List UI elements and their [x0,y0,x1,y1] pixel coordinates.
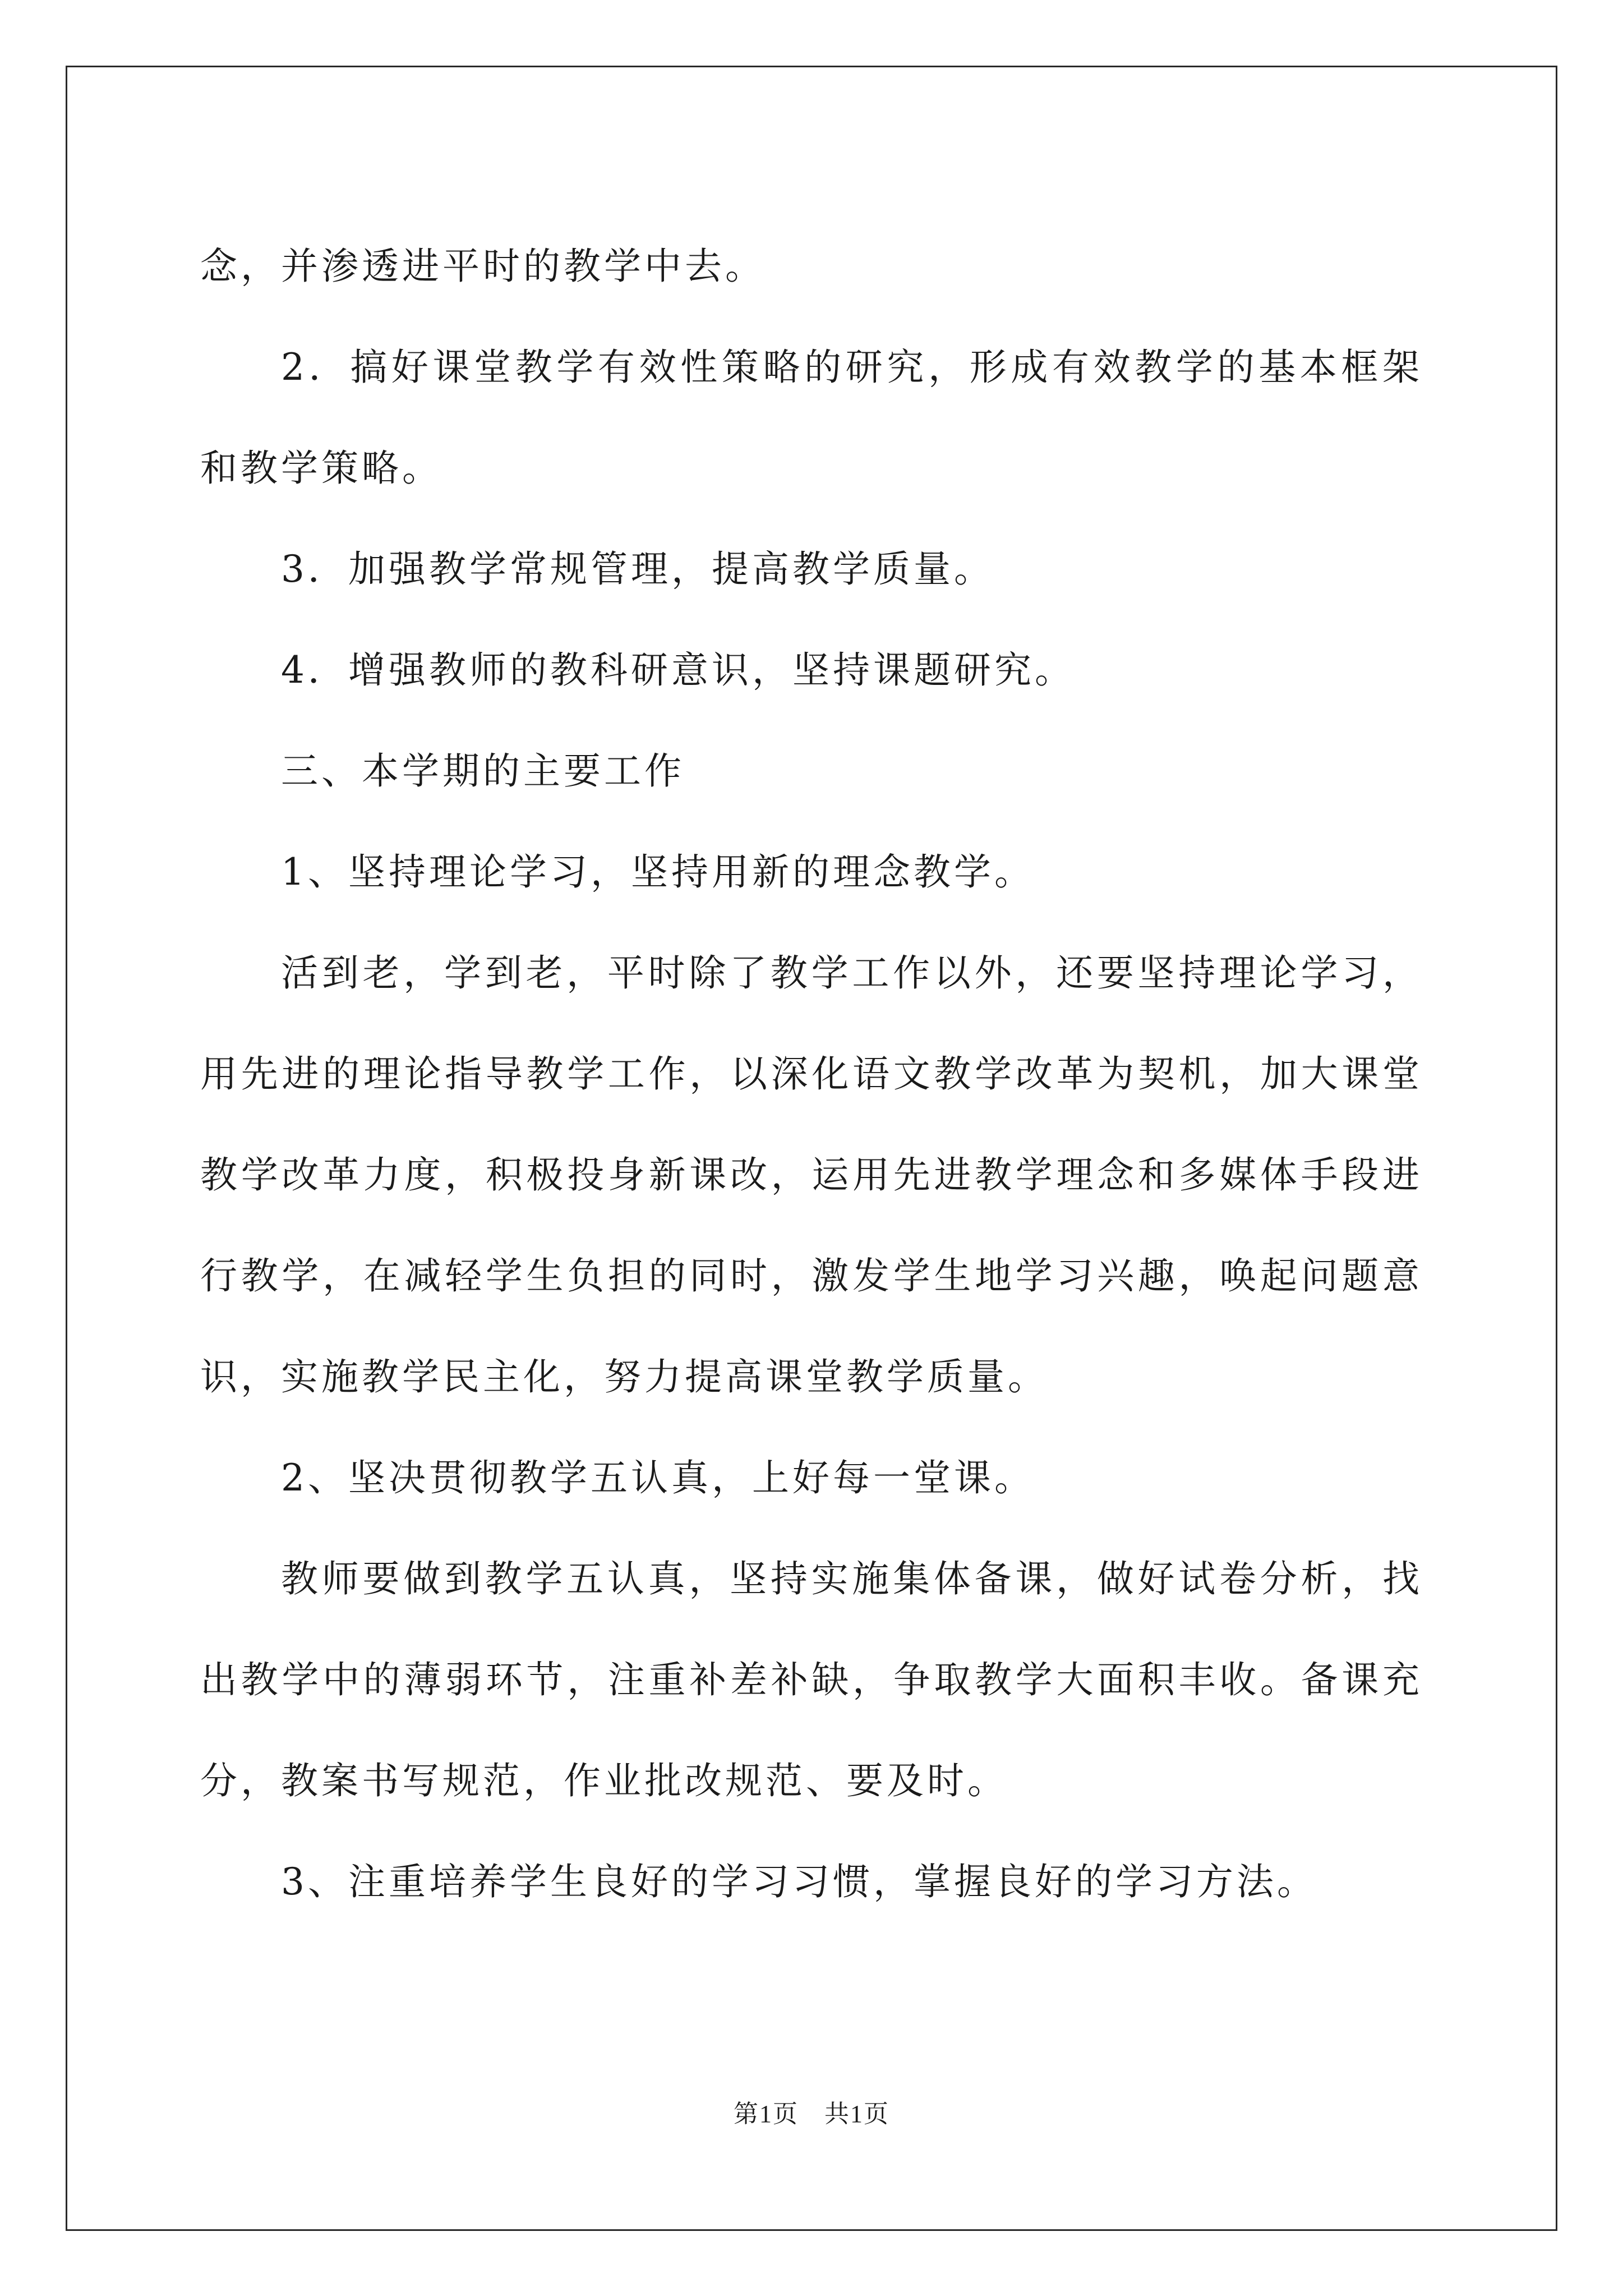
paragraph-4: 4．增强教师的教科研意识，坚持课题研究。 [281,648,1075,692]
section-heading: 三、本学期的主要工作 [281,749,685,793]
paragraph-theory-study: 活到老，学到老，平时除了教学工作以外，还要坚持理论学习，用先进的理论指导教学工作，以深化语文教学改革为契机，加大课堂教学改革力度，积极投身新课改，运用先进教学理念和多媒体手段进行教学，在减轻学生负担的同时，激发学生地学习兴趣，唤起问题意识，实施教学民主化，努力提高课堂教学质量。 [200,951,1423,1398]
paragraph-1: 念，并渗透进平时的教学中去。 [200,245,766,288]
page-footer: 第1页 共1页 [734,2100,889,2128]
subheading-2: 2、坚决贯彻教学五认真，上好每一堂课。 [281,1456,1035,1499]
subheading-1: 1、坚持理论学习，坚持用新的理念教学。 [281,850,1035,894]
subheading-3: 3、注重培养学生良好的学习习惯，掌握良好的学习方法。 [281,1860,1317,1903]
paragraph-3: 3．加强教学常规管理，提高教学质量。 [281,547,994,591]
paragraph-2: 2．搞好课堂教学有效性策略的研究，形成有效教学的基本框架和教学策略。 [200,346,1423,490]
paragraph-five-earnest: 教师要做到教学五认真，坚持实施集体备课，做好试卷分析，找出教学中的薄弱环节，注重补差补缺，争取教学大面积丰收。备课充分，教案书写规范，作业批改规范、要及时。 [200,1557,1423,1802]
document-body [200,216,1423,1932]
